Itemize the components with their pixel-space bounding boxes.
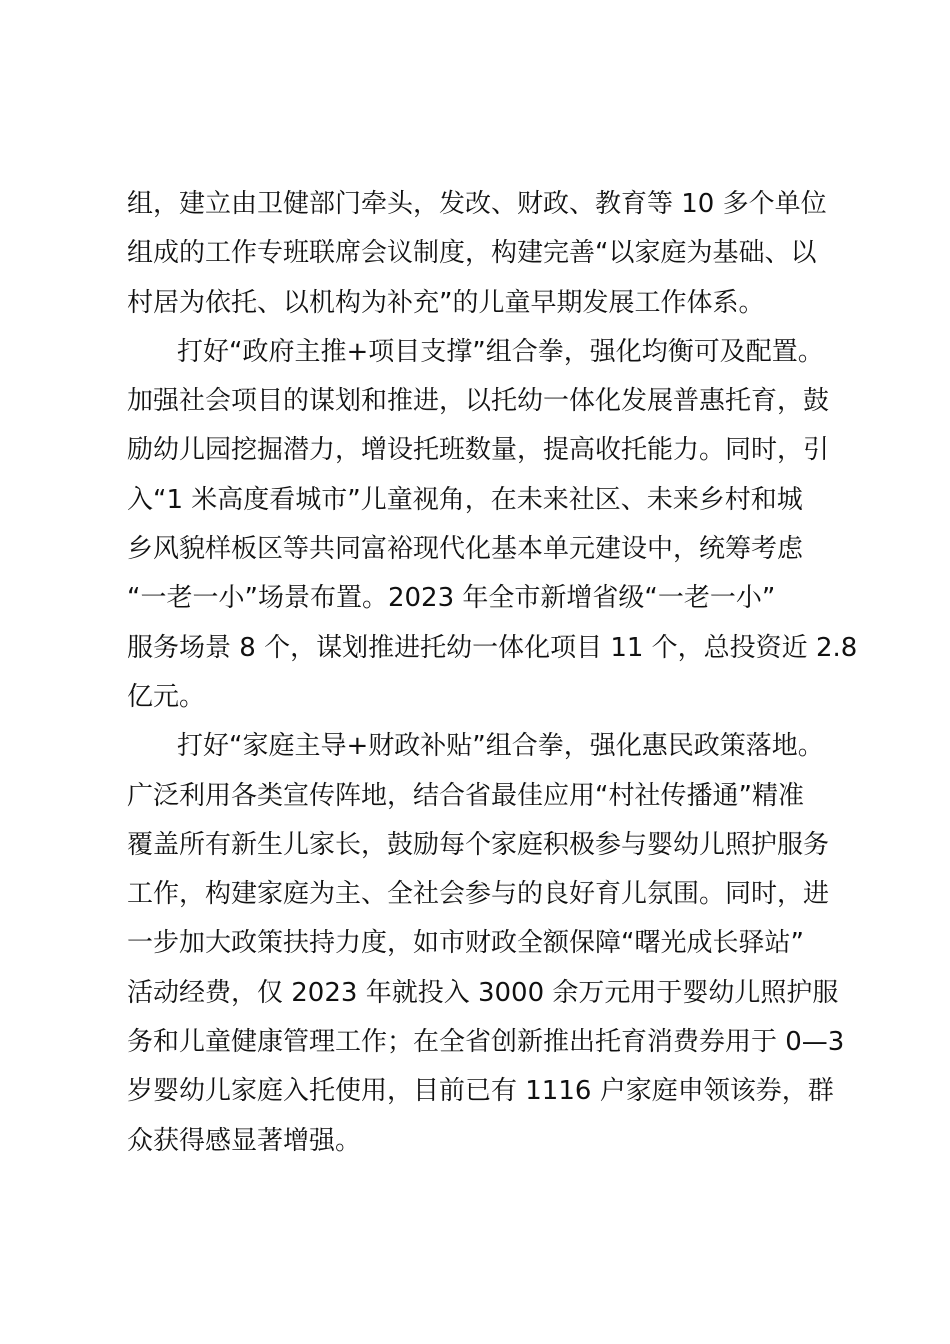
text-line: 组，建立由卫健部门牵头，发改、财政、教育等 10 多个单位	[127, 189, 827, 219]
text-line: 励幼儿园挖掘潜力，增设托班数量，提高收托能力。同时，引	[127, 435, 830, 466]
text-line: 覆盖所有新生儿家长，鼓励每个家庭积极参与婴幼儿照护服务	[127, 829, 830, 860]
text-line: 乡风貌样板区等共同富裕现代化基本单元建设中，统筹考虑	[127, 534, 804, 565]
text-line: 服务场景 8 个，谋划推进托幼一体化项目 11 个，总投资近 2.8	[127, 632, 858, 663]
paragraph-first-line: 打好“政府主推+项目支撑”组合拳，强化均衡可及配置。	[177, 336, 824, 367]
text-line: 加强社会项目的谋划和推进，以托幼一体化发展普惠托育，鼓	[127, 386, 830, 417]
text-line: 村居为依托、以机构为补充”的儿童早期发展工作体系。	[127, 287, 765, 318]
text-line: “一老一小”场景布置。2023 年全市新增省级“一老一小”	[127, 583, 776, 614]
text-line: 活动经费，仅 2023 年就投入 3000 余万元用于婴幼儿照护服	[127, 977, 839, 1008]
text-line: 组成的工作专班联席会议制度，构建完善“以家庭为基础、以	[127, 238, 817, 269]
text-line: 广泛利用各类宣传阵地，结合省最佳应用“村社传播通”精准	[127, 780, 804, 811]
text-line: 一步加大政策扶持力度，如市财政全额保障“曙光成长驿站”	[127, 928, 804, 959]
text-line: 众获得感显著增强。	[127, 1125, 362, 1156]
paragraph-first-line: 打好“家庭主导+财政补贴”组合拳，强化惠民政策落地。	[177, 731, 824, 762]
body-text	[127, 180, 858, 1166]
text-line: 亿元。	[127, 681, 206, 712]
text-line: 岁婴幼儿家庭入托使用，目前已有 1116 户家庭申领该券，群	[127, 1076, 834, 1107]
text-line: 入“1 米高度看城市”儿童视角，在未来社区、未来乡村和城	[127, 484, 803, 515]
text-line: 务和儿童健康管理工作；在全省创新推出托育消费券用于 0—3	[127, 1027, 845, 1058]
text-line: 工作，构建家庭为主、全社会参与的良好育儿氛围。同时，进	[127, 879, 830, 910]
